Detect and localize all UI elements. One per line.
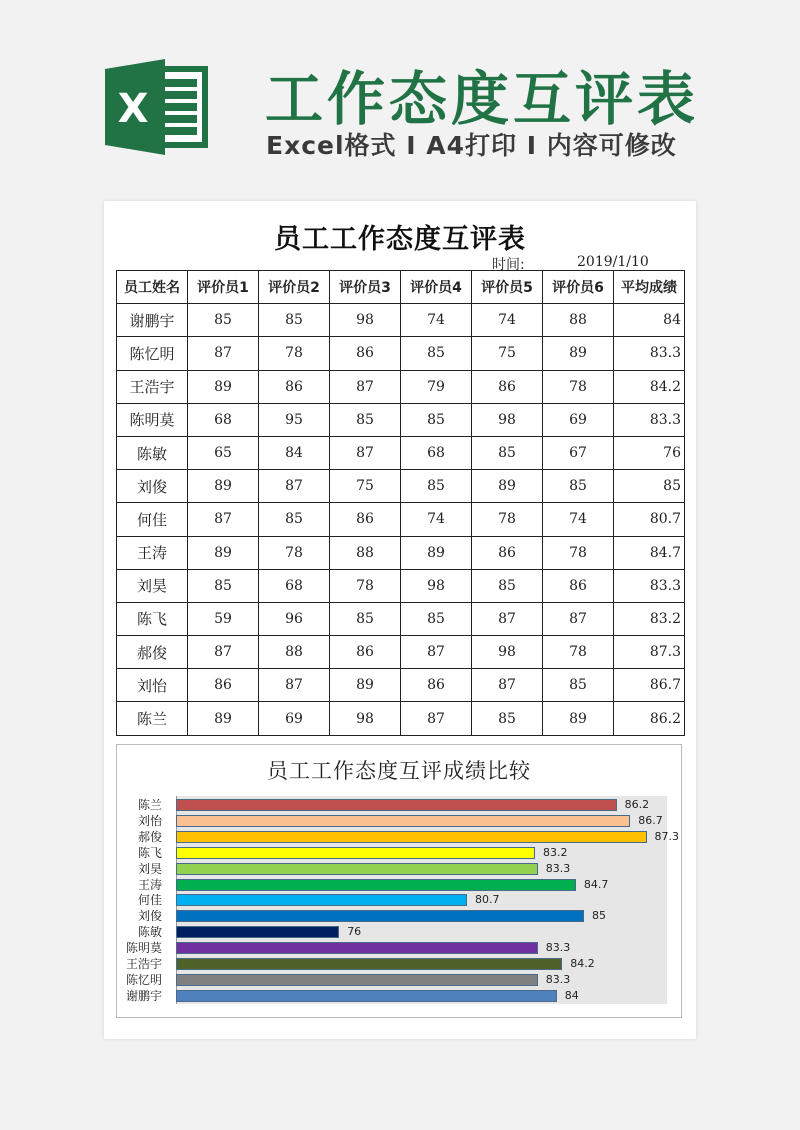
rater-4-score-cell[interactable]: 85 — [401, 403, 472, 436]
employee-name-cell[interactable]: 刘俊 — [117, 470, 188, 503]
average-score-cell[interactable]: 83.3 — [614, 403, 685, 436]
rater-2-score-cell[interactable]: 78 — [259, 337, 330, 370]
bar[interactable] — [176, 942, 538, 954]
table-row — [117, 304, 685, 337]
bar-value-label: 85 — [592, 909, 606, 923]
header-rater-2: 评价员2 — [259, 271, 330, 304]
rater-2-score-cell[interactable]: 84 — [259, 436, 330, 469]
rater-3-score-cell[interactable]: 75 — [330, 470, 401, 503]
employee-name-cell[interactable]: 陈兰 — [117, 702, 188, 735]
employee-name-cell[interactable]: 陈敏 — [117, 436, 188, 469]
rater-5-score-cell[interactable]: 85 — [472, 569, 543, 602]
rater-6-score-cell[interactable]: 89 — [543, 337, 614, 370]
rater-1-score-cell[interactable]: 89 — [188, 370, 259, 403]
rater-2-score-cell[interactable]: 88 — [259, 636, 330, 669]
rater-3-score-cell[interactable]: 87 — [330, 370, 401, 403]
rater-1-score-cell[interactable]: 59 — [188, 602, 259, 635]
bar[interactable] — [176, 910, 584, 922]
header-average: 平均成绩 — [614, 271, 685, 304]
svg-text:X: X — [117, 86, 149, 132]
rater-5-score-cell[interactable]: 74 — [472, 304, 543, 337]
bar[interactable] — [176, 863, 538, 875]
table-row — [117, 403, 685, 436]
average-score-cell[interactable]: 87.3 — [614, 636, 685, 669]
bar[interactable] — [176, 847, 535, 859]
average-score-cell[interactable]: 84.2 — [614, 370, 685, 403]
bar-value-label: 83.3 — [545, 861, 571, 875]
document-page — [104, 201, 696, 1039]
table-header-row — [117, 271, 685, 304]
bar-value-label: 83.2 — [543, 845, 568, 859]
rater-5-score-cell[interactable]: 89 — [472, 470, 543, 503]
rater-5-score-cell[interactable]: 86 — [472, 370, 543, 403]
average-score-cell[interactable]: 83.3 — [614, 569, 685, 602]
rater-6-score-cell[interactable]: 88 — [543, 304, 614, 337]
rater-2-score-cell[interactable]: 78 — [259, 536, 330, 569]
table-row — [117, 636, 685, 669]
rater-6-score-cell[interactable]: 69 — [543, 403, 614, 436]
rater-6-score-cell[interactable]: 85 — [543, 470, 614, 503]
rater-1-score-cell[interactable]: 87 — [188, 503, 259, 536]
bar[interactable] — [176, 974, 538, 986]
rater-4-score-cell[interactable]: 74 — [401, 503, 472, 536]
rater-2-score-cell[interactable]: 96 — [259, 602, 330, 635]
bar-chart — [116, 744, 682, 1018]
bar-category-label: 陈飞 — [137, 845, 162, 860]
header-employee-name: 员工姓名 — [117, 271, 188, 304]
bar-value-label: 87.3 — [654, 829, 680, 843]
employee-name-cell[interactable]: 郝俊 — [117, 636, 188, 669]
header-rater-4: 评价员4 — [401, 271, 472, 304]
bar-value-label: 86.7 — [638, 813, 663, 827]
rater-1-score-cell[interactable]: 65 — [188, 436, 259, 469]
table-row — [117, 503, 685, 536]
rater-2-score-cell[interactable]: 87 — [259, 669, 330, 702]
bar-value-label: 80.7 — [475, 893, 500, 907]
bar-value-label: 86.2 — [624, 798, 650, 811]
rater-6-score-cell[interactable]: 78 — [543, 370, 614, 403]
rater-5-score-cell[interactable]: 85 — [472, 702, 543, 735]
header-rater-3: 评价员3 — [330, 271, 401, 304]
employee-name-cell[interactable]: 王涛 — [117, 536, 188, 569]
rater-5-score-cell[interactable]: 86 — [472, 536, 543, 569]
rater-1-score-cell[interactable]: 86 — [188, 669, 259, 702]
bar[interactable] — [176, 879, 576, 891]
rater-5-score-cell[interactable]: 78 — [472, 503, 543, 536]
rater-4-score-cell[interactable]: 85 — [401, 337, 472, 370]
bar-category-label: 刘昊 — [137, 861, 162, 876]
rater-6-score-cell[interactable]: 74 — [543, 503, 614, 536]
date-value: 2019/1/10 — [577, 254, 649, 270]
rater-2-score-cell[interactable]: 69 — [259, 702, 330, 735]
rater-4-score-cell[interactable]: 87 — [401, 636, 472, 669]
rater-3-score-cell[interactable]: 87 — [330, 436, 401, 469]
average-score-cell[interactable]: 83.3 — [614, 337, 685, 370]
bar-category-label: 陈明莫 — [125, 941, 162, 956]
rater-4-score-cell[interactable]: 79 — [401, 370, 472, 403]
rater-3-score-cell[interactable]: 85 — [330, 602, 401, 635]
rater-4-score-cell[interactable]: 86 — [401, 669, 472, 702]
rater-6-score-cell[interactable]: 89 — [543, 702, 614, 735]
rater-2-score-cell[interactable]: 95 — [259, 403, 330, 436]
rater-1-score-cell[interactable]: 89 — [188, 536, 259, 569]
employee-name-cell[interactable]: 谢鹏宇 — [117, 304, 188, 337]
bar-category-label: 何佳 — [137, 893, 162, 908]
rater-6-score-cell[interactable]: 86 — [543, 569, 614, 602]
header-rater-6: 评价员6 — [543, 271, 614, 304]
rater-3-score-cell[interactable]: 86 — [330, 337, 401, 370]
bar-category-label: 刘怡 — [137, 813, 162, 828]
excel-logo-icon — [103, 57, 213, 157]
rater-3-score-cell[interactable]: 86 — [330, 636, 401, 669]
banner-subtitle: Excel格式 I A4打印 I 内容可修改 — [266, 131, 677, 160]
table-row — [117, 569, 685, 602]
table-row — [117, 470, 685, 503]
rater-6-score-cell[interactable]: 78 — [543, 536, 614, 569]
rater-1-score-cell[interactable]: 87 — [188, 636, 259, 669]
rater-2-score-cell[interactable]: 85 — [259, 503, 330, 536]
rater-5-score-cell[interactable]: 98 — [472, 636, 543, 669]
rater-3-score-cell[interactable]: 86 — [330, 503, 401, 536]
bar-category-label: 王涛 — [137, 877, 162, 892]
rater-3-score-cell[interactable]: 89 — [330, 669, 401, 702]
rater-3-score-cell[interactable]: 98 — [330, 702, 401, 735]
bar-category-label: 陈兰 — [137, 798, 162, 812]
rater-2-score-cell[interactable]: 87 — [259, 470, 330, 503]
document-title: 员工工作态度互评表 — [274, 224, 526, 255]
header-rater-1: 评价员1 — [188, 271, 259, 304]
rater-2-score-cell[interactable]: 86 — [259, 370, 330, 403]
average-score-cell[interactable]: 76 — [614, 436, 685, 469]
rater-6-score-cell[interactable]: 67 — [543, 436, 614, 469]
bar-category-label: 陈忆明 — [125, 972, 162, 987]
average-score-cell[interactable]: 85 — [614, 470, 685, 503]
table-row — [117, 602, 685, 635]
employee-name-cell[interactable]: 陈忆明 — [117, 337, 188, 370]
average-score-cell[interactable]: 86.2 — [614, 702, 685, 735]
rater-1-score-cell[interactable]: 85 — [188, 569, 259, 602]
bar-value-label: 84.2 — [570, 957, 595, 970]
average-score-cell[interactable]: 84.7 — [614, 536, 685, 569]
bar-category-label: 王浩宇 — [125, 957, 162, 971]
chart-title: 员工工作态度互评成绩比较 — [267, 759, 531, 783]
table-row — [117, 669, 685, 702]
bar-category-label: 刘俊 — [137, 909, 162, 924]
rater-6-score-cell[interactable]: 85 — [543, 669, 614, 702]
bar[interactable] — [176, 894, 467, 906]
employee-name-cell[interactable]: 王浩宇 — [117, 370, 188, 403]
rater-6-score-cell[interactable]: 87 — [543, 602, 614, 635]
rater-5-score-cell[interactable]: 98 — [472, 403, 543, 436]
bar[interactable] — [176, 990, 557, 1002]
bar-category-label: 谢鹏宇 — [125, 988, 162, 1003]
bar-value-label: 83.3 — [545, 972, 571, 986]
rater-4-score-cell[interactable]: 89 — [401, 536, 472, 569]
rater-1-score-cell[interactable]: 89 — [188, 470, 259, 503]
rater-1-score-cell[interactable]: 68 — [188, 403, 259, 436]
rater-3-score-cell[interactable]: 98 — [330, 304, 401, 337]
banner-title: 工作态度互评表 — [265, 65, 700, 133]
rater-4-score-cell[interactable]: 98 — [401, 569, 472, 602]
bar[interactable] — [176, 958, 562, 970]
bar[interactable] — [176, 926, 339, 938]
rater-5-score-cell[interactable]: 87 — [472, 669, 543, 702]
rater-4-score-cell[interactable]: 68 — [401, 436, 472, 469]
average-score-cell[interactable]: 83.2 — [614, 602, 685, 635]
bar-value-label: 76 — [347, 925, 362, 939]
rater-4-score-cell[interactable]: 85 — [401, 470, 472, 503]
bar-value-label: 84.7 — [583, 877, 609, 891]
bar-value-label: 83.3 — [545, 941, 571, 955]
bar[interactable] — [176, 799, 617, 811]
rater-1-score-cell[interactable]: 85 — [188, 304, 259, 337]
header-rater-5: 评价员5 — [472, 271, 543, 304]
table-row — [117, 702, 685, 735]
employee-name-cell[interactable]: 刘昊 — [117, 569, 188, 602]
table-row — [117, 337, 685, 370]
table-row — [117, 436, 685, 469]
rater-6-score-cell[interactable]: 78 — [543, 636, 614, 669]
rater-4-score-cell[interactable]: 87 — [401, 702, 472, 735]
employee-name-cell[interactable]: 刘怡 — [117, 669, 188, 702]
table-row — [117, 536, 685, 569]
rater-2-score-cell[interactable]: 68 — [259, 569, 330, 602]
table-row — [117, 370, 685, 403]
bar-category-label: 陈敏 — [137, 925, 162, 940]
rater-1-score-cell[interactable]: 87 — [188, 337, 259, 370]
average-score-cell[interactable]: 84 — [614, 304, 685, 337]
rater-2-score-cell[interactable]: 85 — [259, 304, 330, 337]
rater-3-score-cell[interactable]: 85 — [330, 403, 401, 436]
rater-3-score-cell[interactable]: 88 — [330, 536, 401, 569]
bar-value-label: 84 — [564, 988, 579, 1002]
employee-name-cell[interactable]: 陈飞 — [117, 602, 188, 635]
rater-1-score-cell[interactable]: 89 — [188, 702, 259, 735]
bar[interactable] — [176, 831, 647, 843]
bar-category-label: 郝俊 — [137, 829, 162, 844]
score-table — [116, 270, 685, 736]
bar[interactable] — [176, 815, 630, 827]
average-score-cell[interactable]: 80.7 — [614, 503, 685, 536]
employee-name-cell[interactable]: 何佳 — [117, 503, 188, 536]
employee-name-cell[interactable]: 陈明莫 — [117, 403, 188, 436]
rater-3-score-cell[interactable]: 78 — [330, 569, 401, 602]
rater-5-score-cell[interactable]: 75 — [472, 337, 543, 370]
date-label: 时间: — [492, 257, 525, 273]
average-score-cell[interactable]: 86.7 — [614, 669, 685, 702]
rater-4-score-cell[interactable]: 85 — [401, 602, 472, 635]
rater-5-score-cell[interactable]: 87 — [472, 602, 543, 635]
rater-5-score-cell[interactable]: 85 — [472, 436, 543, 469]
rater-4-score-cell[interactable]: 74 — [401, 304, 472, 337]
